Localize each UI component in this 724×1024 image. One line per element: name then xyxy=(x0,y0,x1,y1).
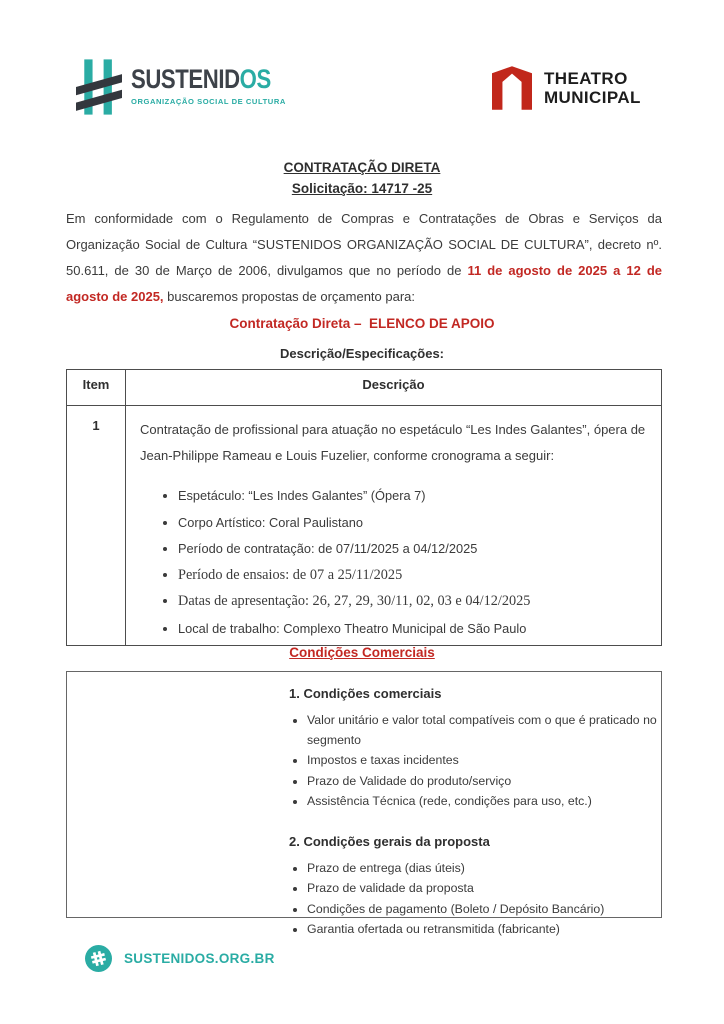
conditions-section-1-list xyxy=(67,711,661,812)
specifications-table xyxy=(66,369,662,646)
condition-item: • Condições de pagamento (Boleto / Depósito Bancário) xyxy=(307,900,661,920)
condition-item: • Impostos e taxas incidentes xyxy=(307,751,661,771)
schedule-list-item: • Datas de apresentação: 26, 27, 29, 30/11, 02, 03 e 04/12/2025 xyxy=(178,592,647,611)
intro-date-range: 11 de agosto de 2025 a 12 de agosto de 2025, xyxy=(66,263,662,304)
spec-label: Descrição/Especificações: xyxy=(279,346,445,361)
table-header-descricao: Descrição xyxy=(126,370,662,406)
sustenidos-logo-text xyxy=(131,58,302,106)
title-line2-solicitacao: Solicitação: 14717 -25 xyxy=(291,181,433,196)
conditions-section-2-list xyxy=(67,859,661,940)
condition-item: • Prazo de entrega (dias úteis) xyxy=(307,859,661,879)
description-text: Contratação de profissional para atuação no espetáculo “Les Indes Galantes”, ópera de Jean-Philippe Rameau e Louis Fuzelier, conforme cronograma a seguir: xyxy=(140,422,646,463)
table-header-item: Item xyxy=(67,370,126,406)
document-title xyxy=(0,157,724,199)
condition-item: • Valor unitário e valor total compatíveis com o que é praticado no segmento xyxy=(307,711,661,750)
conditions-section-1 xyxy=(67,684,661,812)
theatro-municipal-logo xyxy=(492,66,641,110)
page-footer xyxy=(84,944,275,973)
contract-section-heading: Contratação Direta – ELENCO DE APOIO xyxy=(229,316,495,331)
condition-item: • Prazo de validade da proposta xyxy=(307,879,661,899)
item-number-cell: 1 xyxy=(67,406,126,646)
schedule-list-item: • Período de contratação: de 07/11/2025 a 04/12/2025 xyxy=(178,539,647,558)
schedule-list-item: • Espetáculo: “Les Indes Galantes” (Ópera 7) xyxy=(178,486,647,505)
schedule-list-item: • Corpo Artístico: Coral Paulistano xyxy=(178,513,647,532)
theatro-logo-text xyxy=(544,69,641,107)
theatro-arch-icon xyxy=(492,66,532,110)
table-row xyxy=(67,406,662,646)
sustenidos-tagline: ORGANIZAÇÃO SOCIAL DE CULTURA xyxy=(131,97,286,106)
intro-text-end: buscaremos propostas de orçamento para: xyxy=(163,289,416,304)
conditions-section-2 xyxy=(67,832,661,940)
intro-text-start: Em conformidade com o Regulamento de Compras e Contratações de Obras e Serviços da Organização Social de Cultura “SUSTENIDOS ORGANIZAÇÃO SOCIAL DE CULTURA”, decreto nº. 50.611, de 30 de Março de 2006, divulgamos que no período de xyxy=(66,211,662,278)
condition-item: • Assistência Técnica (rede, condições para uso, etc.) xyxy=(307,792,661,812)
conditions-section-2-title: 2. Condições gerais da proposta xyxy=(289,833,490,849)
description-cell xyxy=(126,406,662,646)
sustenidos-wordmark xyxy=(131,64,271,94)
footer-hash-icon xyxy=(84,944,113,973)
wordmark-teal-part: OS xyxy=(239,64,271,94)
sustenidos-logo xyxy=(76,58,302,116)
table-header-row xyxy=(67,370,662,406)
conditions-box xyxy=(66,671,662,936)
wordmark-dark-part: SUSTENID xyxy=(131,64,240,94)
schedule-list-item: • Local de trabalho: Complexo Theatro Municipal de São Paulo xyxy=(178,619,647,638)
title-line1: CONTRATAÇÃO DIRETA xyxy=(283,160,441,175)
condition-item: • Garantia ofertada ou retransmitida (fabricante) xyxy=(307,920,661,940)
conditions-section-1-title: 1. Condições comerciais xyxy=(289,686,442,701)
schedule-list-item: • Período de ensaios: de 07 a 25/11/2025 xyxy=(178,566,647,585)
conditions-heading: Condições Comerciais xyxy=(289,645,435,660)
theatro-line1: THEATRO xyxy=(544,69,628,88)
sustenidos-hash-icon xyxy=(76,58,122,116)
intro-paragraph xyxy=(66,206,662,310)
condition-item: • Prazo de Validade do produto/serviço xyxy=(307,772,661,792)
theatro-line2: MUNICIPAL xyxy=(544,88,641,107)
schedule-list xyxy=(140,486,647,638)
footer-url: SUSTENIDOS.ORG.BR xyxy=(124,951,275,966)
